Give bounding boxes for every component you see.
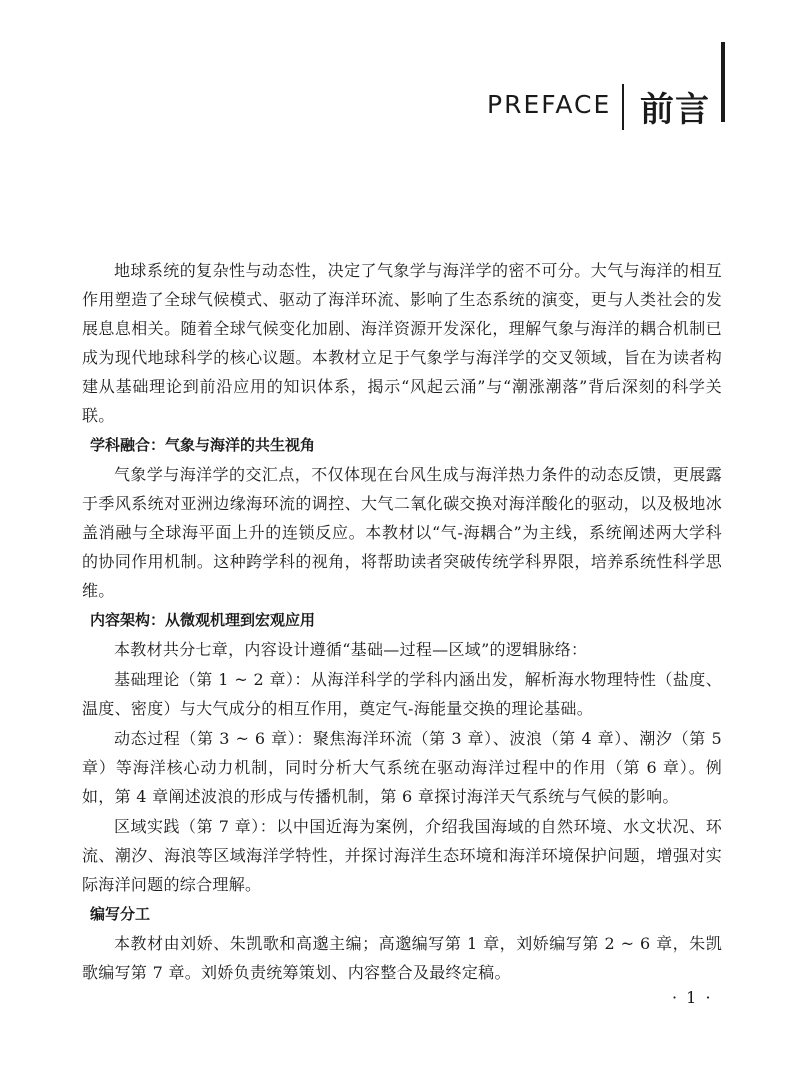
section-content-structure-intro: 本教材共分七章，内容设计遵循“基础—过程—区域”的逻辑脉络： xyxy=(114,640,588,659)
header-edge-bar xyxy=(721,42,725,122)
header-chinese-title: 前言 xyxy=(640,90,710,130)
page-header xyxy=(0,0,790,140)
section-content-structure-regional-practice: 区域实践（第 7 章）：以中国近海为案例，介绍我国海域的自然环境、水文状况、环流、潮汐、海浪等区域海洋学特性，并探讨海洋生态环境和海洋环境保护问题，增强对实际海洋问题的综合理解。 xyxy=(82,817,722,894)
section-content-structure-basic-theory: 基础理论（第 1 ~ 2 章）：从海洋科学的学科内涵出发，解析海水物理特性（盐度、温度、密度）与大气成分的相互作用，奠定气-海能量交换的理论基础。 xyxy=(82,670,722,718)
header-divider xyxy=(622,84,624,130)
preface-body xyxy=(82,256,722,988)
section-heading-content-structure: 内容架构：从微观机理到宏观应用 xyxy=(90,611,316,629)
section-heading-discipline-fusion: 学科融合：气象与海洋的共生视角 xyxy=(90,436,316,454)
page-number: · 1 · xyxy=(672,988,713,1007)
section-authorship-paragraph: 本教材由刘娇、朱凯歌和高邈主编；高邈编写第 1 章，刘娇编写第 2 ~ 6 章，朱凯歌编写第 7 章。刘娇负责统筹策划、内容整合及最终定稿。 xyxy=(82,934,722,982)
header-english-title: PREFACE xyxy=(487,90,612,119)
section-discipline-fusion-paragraph: 气象学与海洋学的交汇点，不仅体现在台风生成与海洋热力条件的动态反馈，更展露于季风系统对亚洲边缘海环流的调控、大气二氧化碳交换对海洋酸化的驱动，以及极地冰盖消融与全球海平面上升的连锁反应。本教材以“气-海耦合”为主线，系统阐述两大学科的协同作用机制。这种跨学科的视角，将帮助读者突破传统学科界限，培养系统性科学思维。 xyxy=(82,465,722,600)
intro-paragraph: 地球系统的复杂性与动态性，决定了气象学与海洋学的密不可分。大气与海洋的相互作用塑造了全球气候模式、驱动了海洋环流、影响了生态系统的演变，更与人类社会的发展息息相关。随着全球气候变化加剧、海洋资源开发深化，理解气象与海洋的耦合机制已成为现代地球科学的核心议题。本教材立足于气象学与海洋学的交叉领域，旨在为读者构建从基础理论到前沿应用的知识体系，揭示“风起云涌”与“潮涨潮落”背后深刻的科学关联。 xyxy=(82,261,722,425)
section-heading-authorship: 编写分工 xyxy=(90,905,151,923)
section-content-structure-dynamic-process: 动态过程（第 3 ~ 6 章）：聚焦海洋环流（第 3 章）、波浪（第 4 章）、潮汐（第 5 章）等海洋核心动力机制，同时分析大气系统在驱动海洋过程中的作用（第 6 章）。例如，第 4 章阐述波浪的形成与传播机制，第 6 章探讨海洋天气系统与气候的影响。 xyxy=(82,729,722,806)
